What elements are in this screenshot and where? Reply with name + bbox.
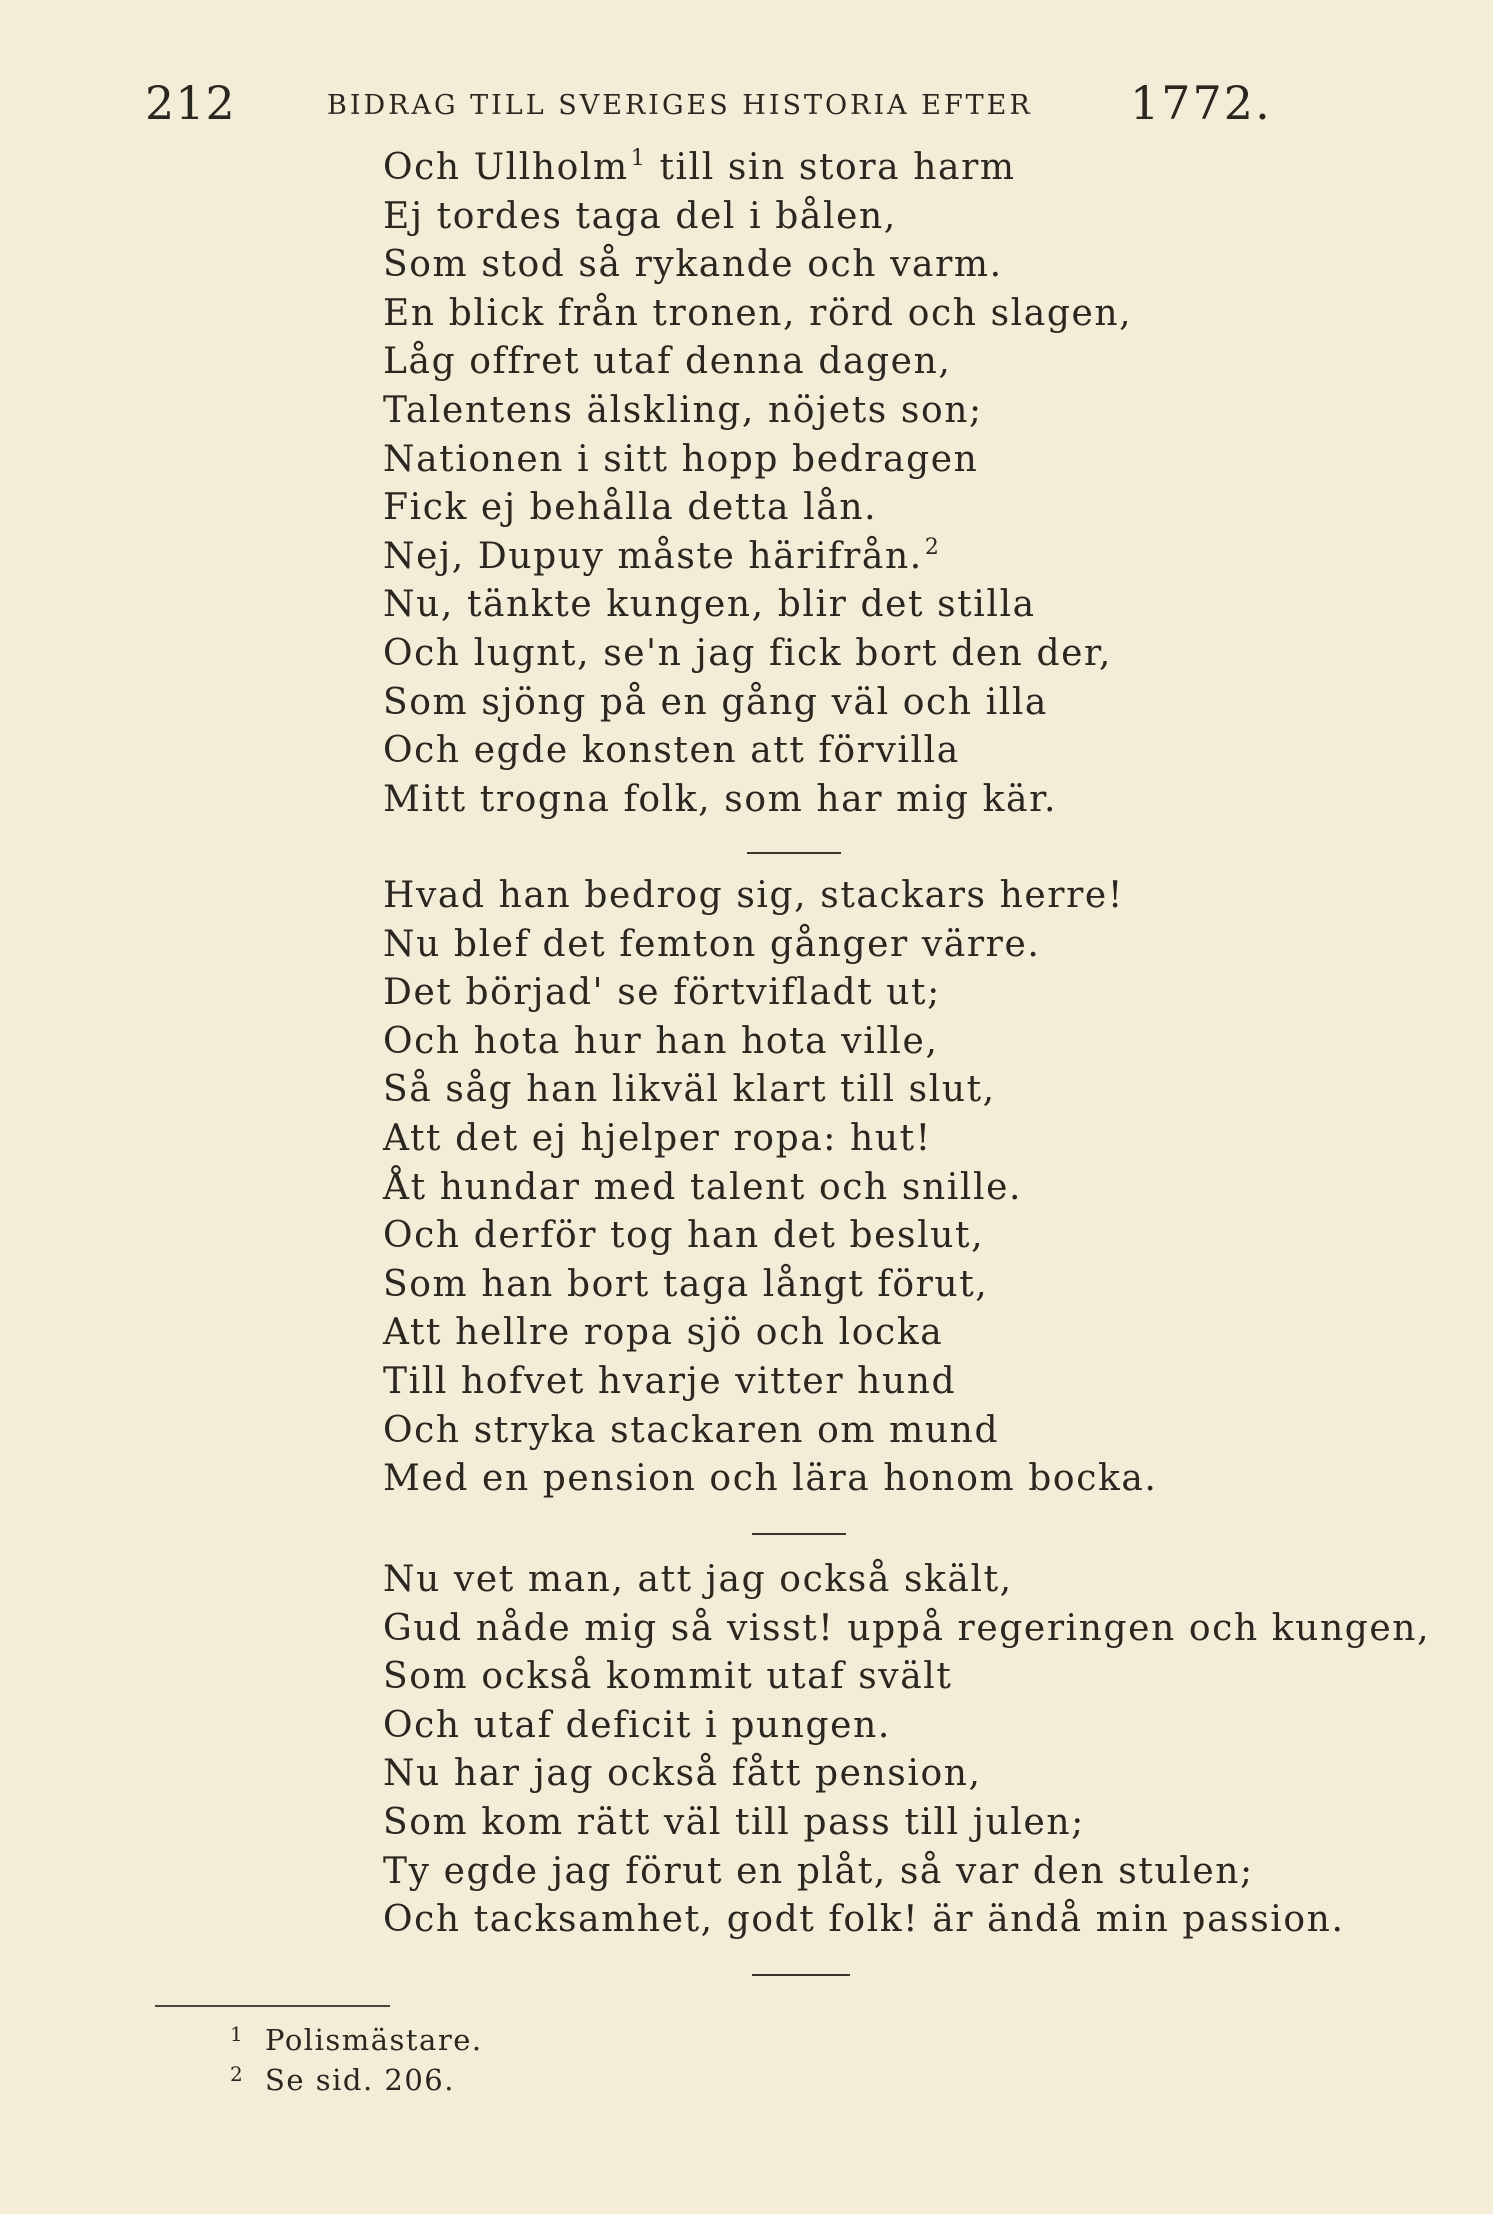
verse-line: Och tacksamhet, godt folk! är ändå min passion.	[383, 1899, 1345, 1941]
verse-line: Och derför tog han det beslut,	[383, 1215, 985, 1257]
verse-line: Nu, tänkte kungen, blir det stilla	[383, 584, 1036, 626]
section-divider	[747, 852, 841, 854]
verse-line: Och lugnt, se'n jag fick bort den der,	[383, 632, 1112, 674]
verse-line: Gud nåde mig så visst! uppå regeringen och kungen,	[383, 1607, 1431, 1649]
section-divider	[752, 1533, 846, 1535]
verse-line: Att det ej hjelper ropa: hut!	[383, 1117, 932, 1159]
stanza-1	[383, 144, 1453, 824]
footnote	[230, 2060, 483, 2100]
verse-line: Som också kommit utaf svält	[383, 1656, 953, 1698]
verse-line: Låg offret utaf denna dagen,	[383, 341, 952, 383]
verse-line: Som stod så rykande och varm.	[383, 244, 1003, 286]
verse-line: Och hota hur han hota ville,	[383, 1020, 939, 1062]
verse-line: Nej, Dupuy måste härifrån.$^2$	[383, 534, 941, 577]
footnote	[230, 2020, 483, 2060]
verse-line: Nu blef det femton gånger värre.	[383, 923, 1041, 965]
footnotes	[230, 2020, 483, 2100]
verse-line: Nu vet man, att jag också skält,	[383, 1559, 1013, 1600]
verse-line: Talentens älskling, nöjets son;	[383, 389, 983, 431]
section-divider	[752, 1974, 850, 1976]
footnote-text: Polismästare.	[265, 2023, 483, 2057]
page-header	[145, 76, 1272, 136]
verse-line: Så såg han likväl klart till slut,	[383, 1069, 996, 1111]
page-number: 212	[145, 76, 236, 130]
stanza-3	[383, 1556, 1453, 1945]
verse-line: Ty egde jag förut en plåt, så var den stulen;	[383, 1850, 1254, 1892]
verse-line: Och egde konsten att förvilla	[383, 730, 960, 772]
stanza-2	[383, 872, 1453, 1504]
verse-line: Och utaf deficit i pungen.	[383, 1704, 891, 1746]
verse-line: En blick från tronen, rörd och slagen,	[383, 292, 1133, 334]
verse-line: Som han bort taga långt förut,	[383, 1263, 989, 1305]
footnote-ref: 2	[924, 534, 941, 560]
verse-line: Och Ullholm$^1$ till sin stora harm	[383, 146, 1016, 188]
verse-line: Åt hundar med talent och snille.	[383, 1166, 1023, 1208]
running-title: BIDRAG TILL SVERIGES HISTORIA EFTER	[327, 90, 1033, 121]
verse-line: Mitt trogna folk, som har mig kär.	[383, 778, 1057, 820]
footnote-text: Se sid. 206.	[265, 2063, 455, 2097]
verse-line: Som sjöng på en gång väl och illa	[383, 681, 1048, 723]
footnote-ref: 1	[630, 146, 647, 171]
verse-line: Nu har jag också fått pension,	[383, 1753, 982, 1795]
verse-line: Ej tordes taga del i bålen,	[383, 195, 897, 237]
verse-line: Att hellre ropa sjö och locka	[383, 1312, 944, 1354]
verse-line: Fick ej behålla detta lån.	[383, 487, 878, 529]
verse-line: Och stryka stackaren om mund	[383, 1409, 1000, 1451]
verse-line: Nationen i sitt hopp bedragen	[383, 438, 979, 480]
verse-line: Med en pension och lära honom bocka.	[383, 1458, 1158, 1500]
verse-line: Till hofvet hvarje vitter hund	[383, 1360, 957, 1402]
footnote-rule	[155, 2005, 390, 2007]
footnote-mark: 1	[230, 2022, 245, 2046]
verse-line: Som kom rätt väl till pass till julen;	[383, 1801, 1085, 1843]
verse-line: Hvad han bedrog sig, stackars herre!	[383, 875, 1124, 916]
footnote-mark: 2	[230, 2062, 245, 2086]
running-title-year: 1772.	[1130, 76, 1272, 130]
verse-line: Det börjad' se förtvifladt ut;	[383, 972, 941, 1014]
